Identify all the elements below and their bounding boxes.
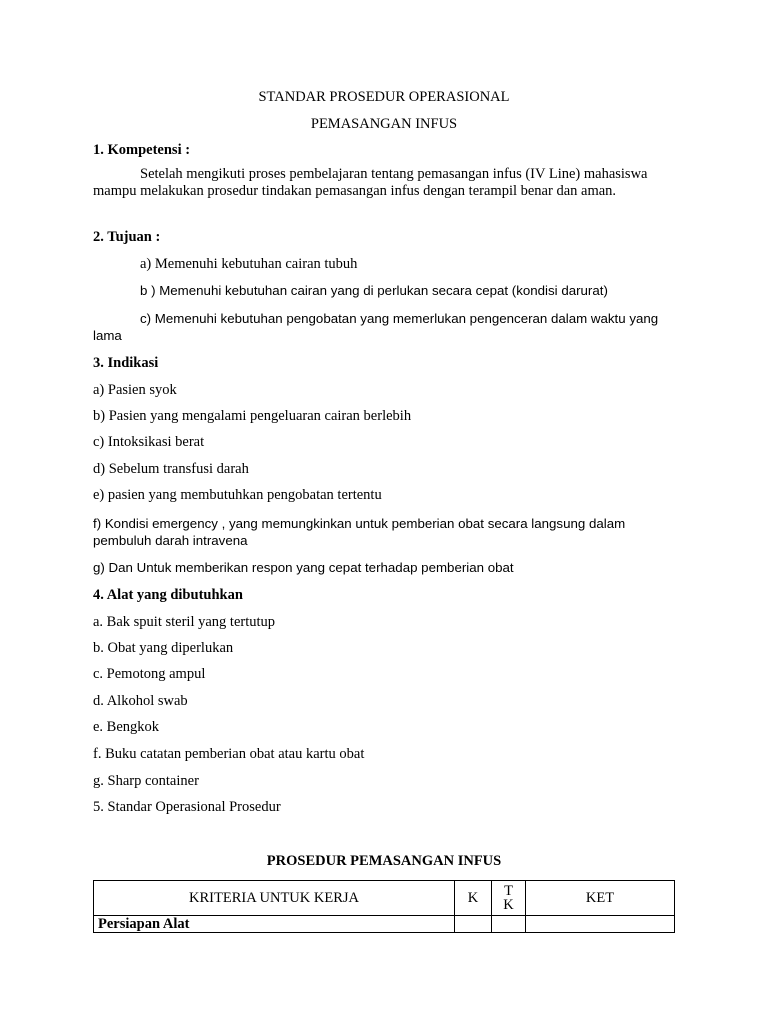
header-ket: KET [526,881,675,916]
cell-k [455,916,492,933]
header-tk-line2: K [503,897,514,913]
list-item-alat-a: a. Bak spuit steril yang tertutup [93,614,276,630]
list-item-alat-b: b. Obat yang diperlukan [93,640,234,656]
list-item-indikasi-c: c) Intoksikasi berat [93,434,205,450]
header-tk-line1: T [504,883,513,899]
cell-kriteria: Persiapan Alat [94,916,455,933]
heading-tujuan: 2. Tujuan : [93,229,161,245]
table-header-row [94,881,675,916]
document-title: STANDAR PROSEDUR OPERASIONAL [258,89,510,105]
heading-kompetensi: 1. Kompetensi : [93,142,191,158]
list-item-indikasi-f: f) Kondisi emergency , yang memungkinkan untuk pemberian obat secara langsung dalam pembuluh darah intravena [93,516,626,548]
list-item-tujuan-c: c) Memenuhi kebutuhan pengobatan yang memerlukan pengenceran dalam waktu yang lama [93,311,659,343]
header-kriteria: KRITERIA UNTUK KERJA [94,881,455,916]
list-item-alat-c: c. Pemotong ampul [93,666,206,682]
header-k: K [455,881,492,916]
list-item-indikasi-a: a) Pasien syok [93,382,177,398]
document-subtitle: PEMASANGAN INFUS [310,116,458,132]
header-tk [492,881,526,916]
heading-alat: 4. Alat yang dibutuhkan [93,587,243,603]
cell-ket [526,916,675,933]
cell-tk [492,916,526,933]
list-item-indikasi-g: g) Dan Untuk memberikan respon yang cepat terhadap pemberian obat [93,560,514,575]
list-item-indikasi-b: b) Pasien yang mengalami pengeluaran cairan berlebih [93,408,412,424]
list-item-alat-f: f. Buku catatan pemberian obat atau kartu obat [93,746,365,762]
heading-indikasi: 3. Indikasi [93,355,159,371]
list-item-indikasi-e: e) pasien yang membutuhkan pengobatan tertentu [93,487,382,503]
list-item-alat-d: d. Alkohol swab [93,693,188,709]
list-item-alat-g: g. Sharp container [93,773,199,789]
list-item-alat-e: e. Bengkok [93,719,160,735]
list-item-tujuan-a: a) Memenuhi kebutuhan cairan tubuh [140,256,358,272]
paragraph-kompetensi: Setelah mengikuti proses pembelajaran tentang pemasangan infus (IV Line) mahasiswa mampu melakukan prosedur tindakan pemasangan infus dengan terampil benar dan aman. [93,166,648,199]
table-row [94,916,675,933]
list-item-tujuan-b: b ) Memenuhi kebutuhan cairan yang di perlukan secara cepat (kondisi darurat) [140,283,608,298]
kriteria-table [93,880,675,933]
section-sop-heading: 5. Standar Operasional Prosedur [93,799,281,815]
prosedur-title: PROSEDUR PEMASANGAN INFUS [266,853,502,869]
list-item-indikasi-d: d) Sebelum transfusi darah [93,461,249,477]
